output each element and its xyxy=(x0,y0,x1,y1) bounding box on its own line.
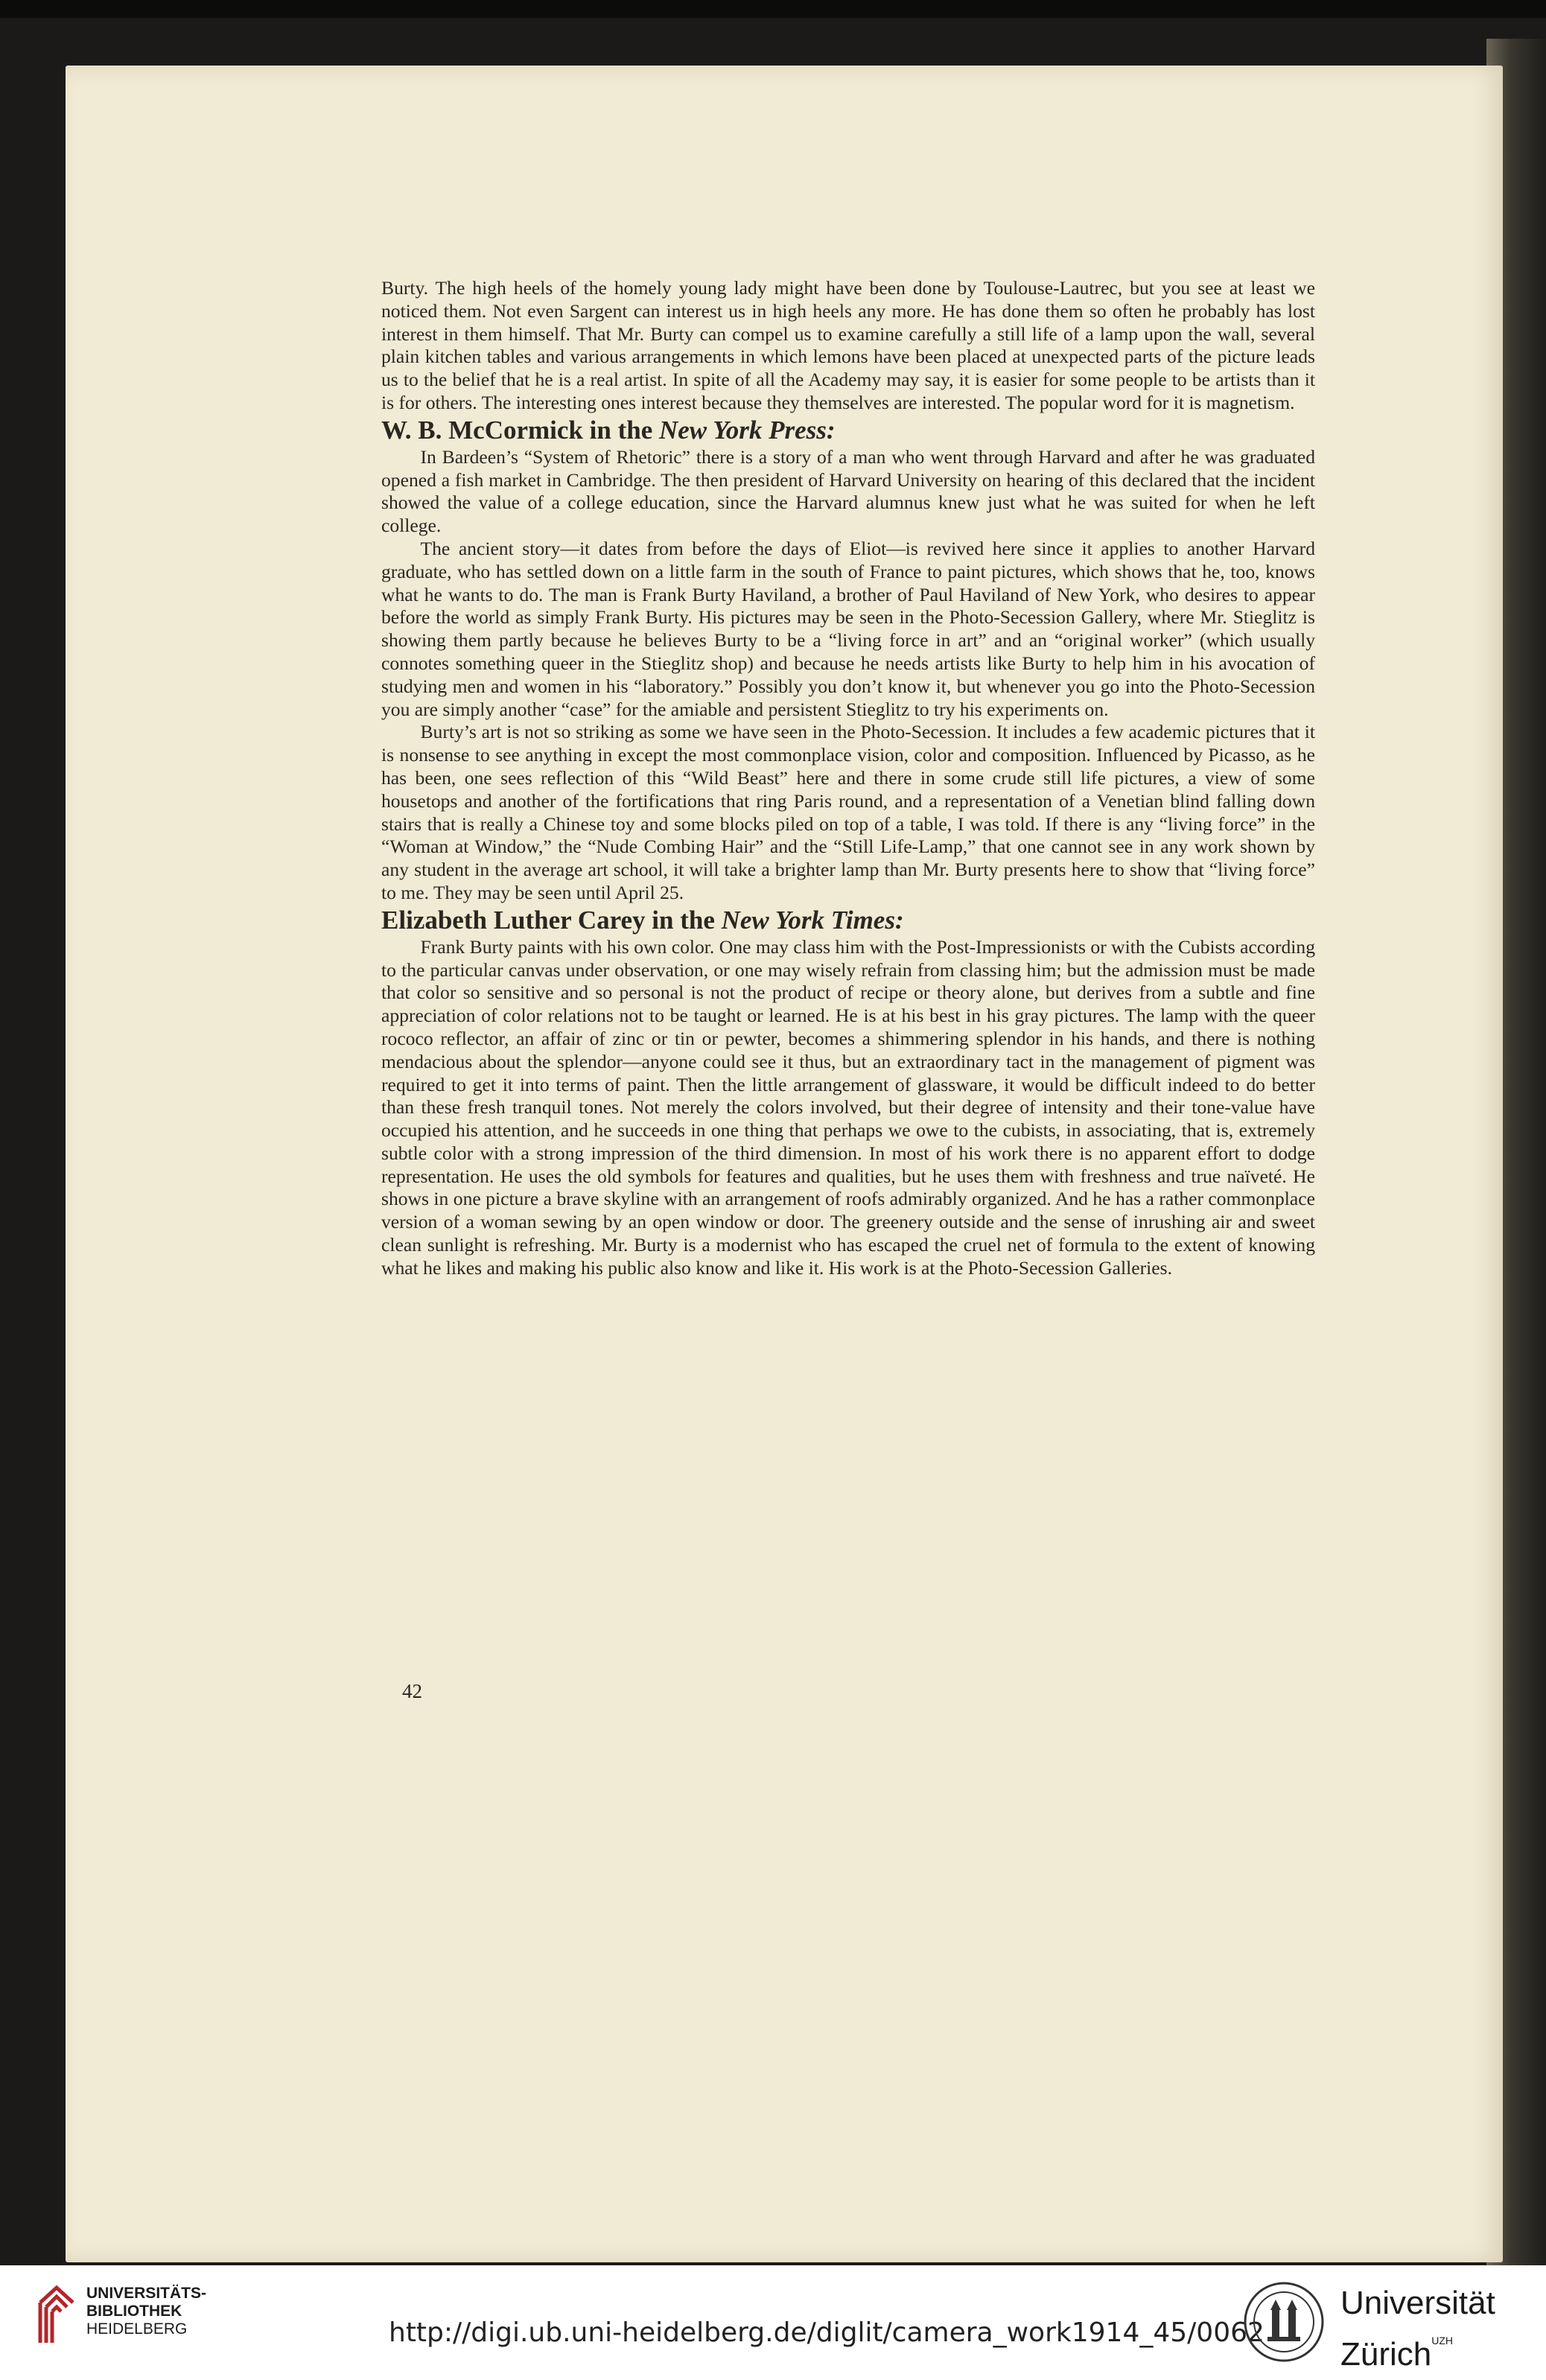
section-heading-carey xyxy=(381,905,1315,936)
uzh-city: Zürich xyxy=(1340,2336,1432,2373)
uzh-name xyxy=(1340,2285,1495,2373)
uzh-seal-icon xyxy=(1242,2280,1326,2364)
heading-source: New York Times: xyxy=(721,905,904,935)
heading-source: New York Press: xyxy=(659,415,836,445)
library-line-2: BIBLIOTHEK xyxy=(86,2303,182,2320)
footer-bar xyxy=(0,2265,1546,2380)
section-heading-mccormick xyxy=(381,415,1315,446)
permalink-url[interactable]: http://digi.ub.uni-heidelberg.de/diglit/camera_work1914_45/0062 xyxy=(389,2317,1265,2348)
library-name xyxy=(86,2285,206,2338)
page-number: 42 xyxy=(402,1680,422,1702)
paragraph: In Bardeen’s “System of Rhetoric” there is a story of a man who went through Harvard and after he was graduated opened a fish market in Cambridge. The then president of Harvard University on hearing of this declared that the incident showed the value of a college education, since the Harvard alumnus knew just what he was suited for when he left college. xyxy=(381,445,1315,537)
intro-paragraph: Burty. The high heels of the homely young lady might have been done by Toulouse-Lautrec, but you see at least we noticed them. Not even Sargent can interest us in high heels any more. He has done them so often he probably has lost interest in them himself. That Mr. Burty can compel us to examine carefully a still life of a lamp upon the wall, several plain kitchen tables and various arrangements in which lemons have been placed at unexpected parts of the picture leads us to the belief that he is a real artist. In spite of all the Academy may say, it is easier for some people to be artists than it is for others. The interesting ones interest because they themselves are interested. The popular word for it is magnetism. xyxy=(381,277,1315,413)
paragraph: Frank Burty paints with his own color. One may class him with the Post-Impressionists or with the Cubists according to the particular canvas under observation, or one may wisely refrain from classing him; but the admission must be made that color so sensitive and so personal is not the product of recipe or theory alone, but derives from a subtle and fine appreciation of color relations not to be taught or learned. He is at his best in his gray pictures. The lamp with the queer rococo reflector, an affair of zinc or tin or pewter, becomes a shimmering splendor in his hands, and there is nothing mendacious about the splendor—anyone could see it thus, but an extraordinary tact in the management of pigment was required to get it into terms of paint. Then the little arrangement of glassware, it would be difficult indeed to do better than these fresh tranquil tones. Not merely the colors involved, but their degree of intensity and their tone-value have occupied his attention, and he succeeds in one thing that perhaps we owe to the cubists, in associating, that is, extremely subtle color with a strong impression of the third dimension. In most of his work there is no apparent effort to dodge representation. He uses the old symbols for features and qualities, but he uses them with freshness and true naïveté. He shows in one picture a brave skyline with an arrangement of roofs admirably organized. And he has a rather commonplace version of a woman sewing by an open window or door. The greenery outside and the sense of inrushing air and sweet clean sunlight is refreshing. Mr. Burty is a modernist who has escaped the cruel net of formula to the extent of knowing what he likes and making his public also know and like it. His work is at the Photo-Secession Galleries. xyxy=(381,935,1315,1279)
uzh-sup: UZH xyxy=(1431,2335,1454,2346)
uzh-line-2 xyxy=(1340,2322,1495,2373)
scan-background-top xyxy=(0,0,1546,18)
article-text xyxy=(381,277,1315,1280)
heading-author: W. B. McCormick in the xyxy=(381,415,659,445)
paragraph: The ancient story—it dates from before the days of Eliot—is revived here since it applies to another Harvard graduate, who has settled down on a little farm in the south of France to paint pictures, which shows that he, too, knows what he wants to do. The man is Frank Burty Haviland, a brother of Paul Haviland of New York, who desires to appear before the world as simply Frank Burty. His pictures may be seen in the Photo-Secession Gallery, where Mr. Stieglitz is showing them partly because he believes Burty to be a “living force in art” and an “original worker” (which usually connotes something queer in the Stieglitz shop) and because he needs artists like Burty to help him in his avocation of studying men and women in his “laboratory.” Possibly you don’t know it, but whenever you go into the Photo-Secession you are simply another “case” for the amiable and persistent Stieglitz to try his experiments on. xyxy=(381,537,1315,720)
uzh-line-1: Universität xyxy=(1340,2285,1495,2321)
library-line-1: UNIVERSITÄTS- xyxy=(86,2285,207,2302)
paragraph: Burty’s art is not so striking as some we have seen in the Photo-Secession. It includes a few academic pictures that it is nonsense to see anything in except the most commonplace vision, color and composition. Influenced by Picasso, as he has been, one sees reflection of this “Wild Beast” here and there in some crude still life pictures, a view of some housetops and another of the fortifications that ring Paris round, and a representation of a Venetian blind falling down stairs that is really a Chinese toy and some blocks piled on top of a table, I was told. If there is any “living force” in the “Woman at Window,” the “Nude Combing Hair” and the “Still Life-Lamp,” that one cannot see in any work shown by any student in the average art school, it will take a brighter lamp than Mr. Burty presents here to show that “living force” to me. They may be seen until April 25. xyxy=(381,721,1315,903)
heading-author: Elizabeth Luther Carey in the xyxy=(381,905,722,935)
ub-heidelberg-logo-icon xyxy=(37,2280,76,2346)
library-line-3: HEIDELBERG xyxy=(86,2320,188,2338)
